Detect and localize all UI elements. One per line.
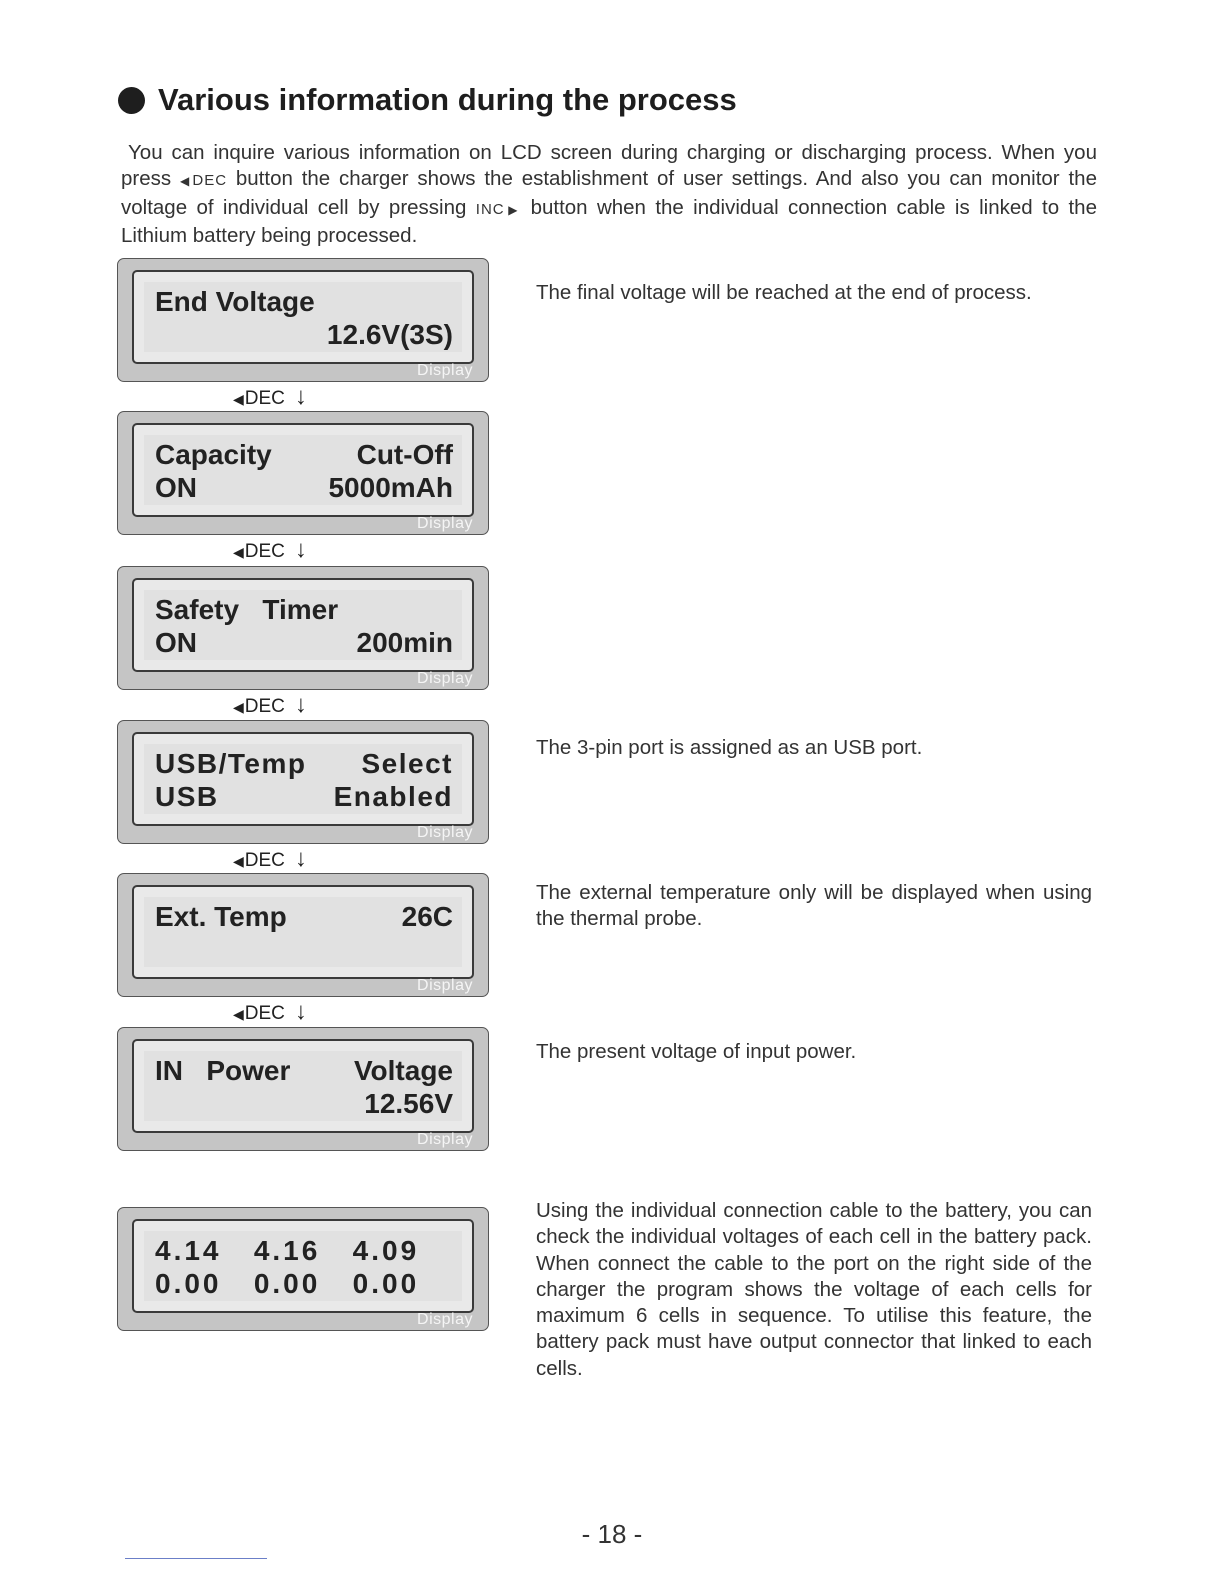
display-label: Display [417,1131,473,1148]
dec-arrow: ◀ DEC ↓ [233,691,307,718]
lcd-value: 12.56V [364,1088,453,1119]
lcd-text: Ext. Temp [155,901,287,932]
lcd-usb-temp-select [117,720,489,844]
footer-rule [125,1558,267,1559]
display-label: Display [417,670,473,687]
desc-ext-temp: The external temperature only will be displayed when using the thermal probe. [536,881,1092,931]
lcd-cell-voltages [117,1207,489,1331]
dec-arrow: ◀ DEC ↓ [233,845,307,872]
lcd-value: 5000mAh [328,472,453,503]
down-arrow-icon: ↓ [294,691,307,718]
down-arrow-icon: ↓ [294,845,307,872]
left-triangle-icon: ◀ [233,852,244,869]
desc-end-voltage: The final voltage will be reached at the end of process. [536,281,1032,304]
left-triangle-icon: ◀ [233,543,244,560]
lcd-text: Cut-Off [356,439,453,470]
down-arrow-icon: ↓ [294,383,307,410]
lcd-text: Voltage [353,1055,453,1086]
bullet-icon [118,87,145,114]
left-triangle-icon: ◀ [233,1005,244,1022]
lcd-text: End Voltage [155,286,315,317]
lcd-text: ON [155,472,197,503]
lcd-value: Enabled [333,781,453,812]
right-triangle-icon: ▶ [504,202,522,217]
left-triangle-icon: ◀ [233,390,244,407]
desc-usb-port: The 3-pin port is assigned as an USB port. [536,736,923,759]
lcd-text: Select [361,748,453,779]
lcd-text: IN Power [155,1055,291,1086]
display-label: Display [417,515,473,532]
lcd-value: 12.6V(3S) [326,319,453,350]
lcd-value: 26C [401,901,453,932]
lcd-safety-timer [117,566,489,690]
lcd-text: ON [155,627,197,658]
lcd-text: USB [155,781,219,812]
down-arrow-icon: ↓ [294,998,307,1025]
lcd-ext-temp [117,873,489,997]
inc-key-label: INC [475,200,505,218]
down-arrow-icon: ↓ [294,536,307,563]
lcd-text: USB/Temp [155,748,307,779]
lcd-text: Safety Timer [155,594,339,625]
display-label: Display [417,1311,473,1328]
desc-in-power: The present voltage of input power. [536,1040,857,1063]
left-triangle-icon: ◀ [179,174,193,189]
page-number: - 18 - [581,1519,643,1549]
lcd-text: Capacity [155,439,272,470]
display-label: Display [417,977,473,994]
intro-paragraph: You can inquire various information on LCD screen during charging or discharging process. When you press ◀DEC button the charger shows the establishment of user settings. And also you can monitor the voltage of individual cell by pressing INC▶ button when the individual connection cable is linked to the Lithium battery being processed. [121,141,1097,247]
section-heading [118,82,737,118]
lcd-end-voltage [117,258,489,382]
dec-arrow: ◀ DEC ↓ [233,536,307,563]
heading-text: Various information during the process [158,82,737,117]
lcd-cell-row: 0.00 0.00 0.00 [155,1268,420,1299]
dec-arrow: ◀ DEC ↓ [233,998,307,1025]
dec-key-label: DEC [192,172,228,190]
display-label: Display [417,824,473,841]
desc-cell-voltage: Using the individual connection cable to the battery, you can check the individual voltages of each cell in the battery pack. When connect the cable to the port on the right side of the charger the program shows the voltage of each cells for maximum 6 cells in sequence. To utilise this feature, the battery pack must have output connector that linked to each cells. [536,1199,1092,1380]
lcd-value: 200min [356,627,453,658]
lcd-capacity-cutoff [117,411,489,535]
display-label: Display [417,362,473,379]
left-triangle-icon: ◀ [233,698,244,715]
lcd-input-power [117,1027,489,1151]
lcd-cell-row: 4.14 4.16 4.09 [155,1235,420,1266]
dec-arrow: ◀ DEC ↓ [233,383,307,410]
